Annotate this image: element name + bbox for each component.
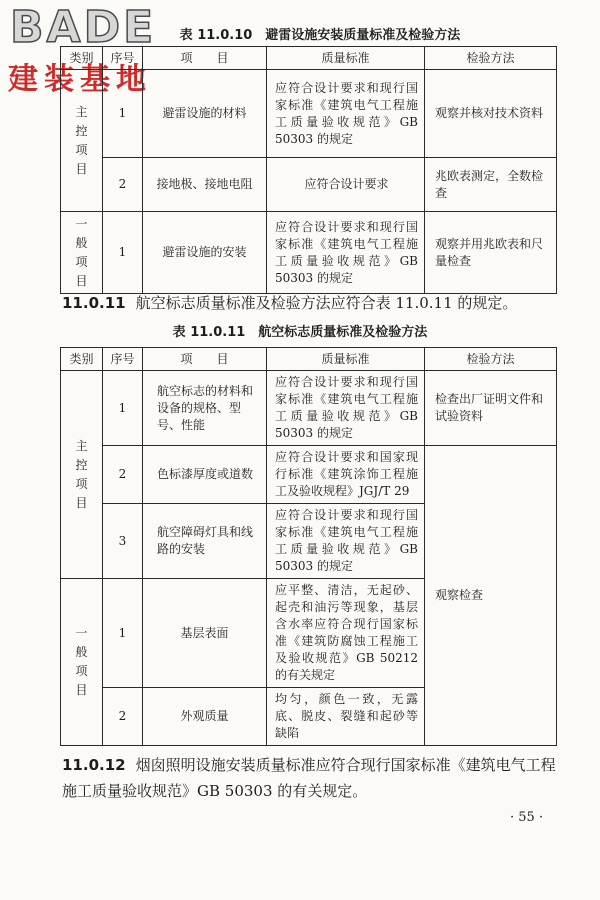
header-cell: 类别 xyxy=(61,348,103,371)
standard-cell: 应平整、清洁，无起砂、起壳和油污等现象，基层含水率应符合现行国家标准《建筑防腐蚀工程施工及验收规范》GB 50212 的有关规定 xyxy=(267,579,425,688)
category-label: 主控项目 xyxy=(75,104,88,176)
logo-brand: BADE xyxy=(10,2,157,53)
method-cell: 检查出厂证明文件和试验资料 xyxy=(425,371,557,446)
standard-cell: 应符合设计要求和现行国家标准《建筑电气工程施工质量验收规范》GB 50303 的规定 xyxy=(267,504,425,579)
table-caption: 表 11.0.10 避雷设施安装质量标准及检验方法 xyxy=(179,28,461,43)
header-cell: 质量标准 xyxy=(267,348,425,371)
number-cell: 3 xyxy=(103,504,143,579)
category-cell xyxy=(61,70,103,212)
logo-cn-text: 建装基地 xyxy=(8,62,152,97)
item-cell: 接地极、接地电阻 xyxy=(143,158,267,212)
table-row xyxy=(61,70,557,158)
category-cell xyxy=(61,579,103,746)
number-cell: 2 xyxy=(103,688,143,746)
header-cell: 项 目 xyxy=(143,348,267,371)
standard-cell: 应符合设计要求和现行国家标准《建筑电气工程施工质量验收规范》GB 50303 的规定 xyxy=(267,212,425,294)
category-cell xyxy=(61,371,103,579)
standard-cell: 均匀，颜色一致，无露底、脱皮、裂缝和起砂等缺陷 xyxy=(267,688,425,746)
item-cell: 航空障碍灯具和线路的安装 xyxy=(143,504,267,579)
method-cell: 观察并核对技术资料 xyxy=(425,70,557,158)
number-cell: 1 xyxy=(103,70,143,158)
header-cell: 检验方法 xyxy=(425,47,557,70)
method-cell: 观察并用兆欧表和尺量检查 xyxy=(425,212,557,294)
header-cell: 类别 xyxy=(61,47,103,70)
clause-paragraph xyxy=(62,290,562,316)
category-label: 一般项目 xyxy=(75,626,88,697)
category-label: 一般项目 xyxy=(75,216,88,288)
page-number: · 55 · xyxy=(510,810,544,825)
item-cell: 避雷设施的安装 xyxy=(143,212,267,294)
lightning-protection-table xyxy=(60,46,557,294)
aviation-marking-table xyxy=(60,347,557,746)
header-row xyxy=(61,348,557,371)
category-cell xyxy=(61,212,103,294)
category-label: 主控项目 xyxy=(75,438,88,510)
method-cell: 观察检查 xyxy=(425,446,557,746)
table-row xyxy=(61,371,557,446)
table-row xyxy=(61,212,557,294)
table-row xyxy=(61,446,557,504)
item-cell: 避雷设施的材料 xyxy=(143,70,267,158)
item-cell: 外观质量 xyxy=(143,688,267,746)
clause-text: 烟囱照明设施安装质量标准应符合现行国家标准《建筑电气工程施工质量验收规范》GB 50303 的有关规定。 xyxy=(62,756,556,800)
clause-number: 11.0.11 xyxy=(62,294,126,312)
method-cell: 兆欧表测定，全数检查 xyxy=(425,158,557,212)
item-cell: 航空标志的材料和设备的规格、型号、性能 xyxy=(143,371,267,446)
standard-cell: 应符合设计要求和国家现行标准《建筑涂饰工程施工及验收规程》JGJ/T 29 xyxy=(267,446,425,504)
clause-paragraph xyxy=(62,752,562,804)
header-cell: 质量标准 xyxy=(267,47,425,70)
number-cell: 2 xyxy=(103,158,143,212)
number-cell: 1 xyxy=(103,212,143,294)
header-cell: 项 目 xyxy=(143,47,267,70)
table-row xyxy=(61,158,557,212)
number-cell: 1 xyxy=(103,579,143,688)
standard-cell: 应符合设计要求和现行国家标准《建筑电气工程施工质量验收规范》GB 50303 的规定 xyxy=(267,70,425,158)
clause-text: 航空标志质量标准及检验方法应符合表 11.0.11 的规定。 xyxy=(135,294,518,312)
header-row xyxy=(61,47,557,70)
table-caption: 表 11.0.11 航空标志质量标准及检验方法 xyxy=(172,325,428,340)
number-cell: 2 xyxy=(103,446,143,504)
number-cell: 1 xyxy=(103,371,143,446)
header-cell: 序号 xyxy=(103,47,143,70)
standard-cell: 应符合设计要求 xyxy=(267,158,425,212)
header-cell: 序号 xyxy=(103,348,143,371)
standard-cell: 应符合设计要求和现行国家标准《建筑电气工程施工质量验收规范》GB 50303 的规定 xyxy=(267,371,425,446)
item-cell: 色标漆厚度或道数 xyxy=(143,446,267,504)
clause-number: 11.0.12 xyxy=(62,756,126,774)
item-cell: 基层表面 xyxy=(143,579,267,688)
header-cell: 检验方法 xyxy=(425,348,557,371)
